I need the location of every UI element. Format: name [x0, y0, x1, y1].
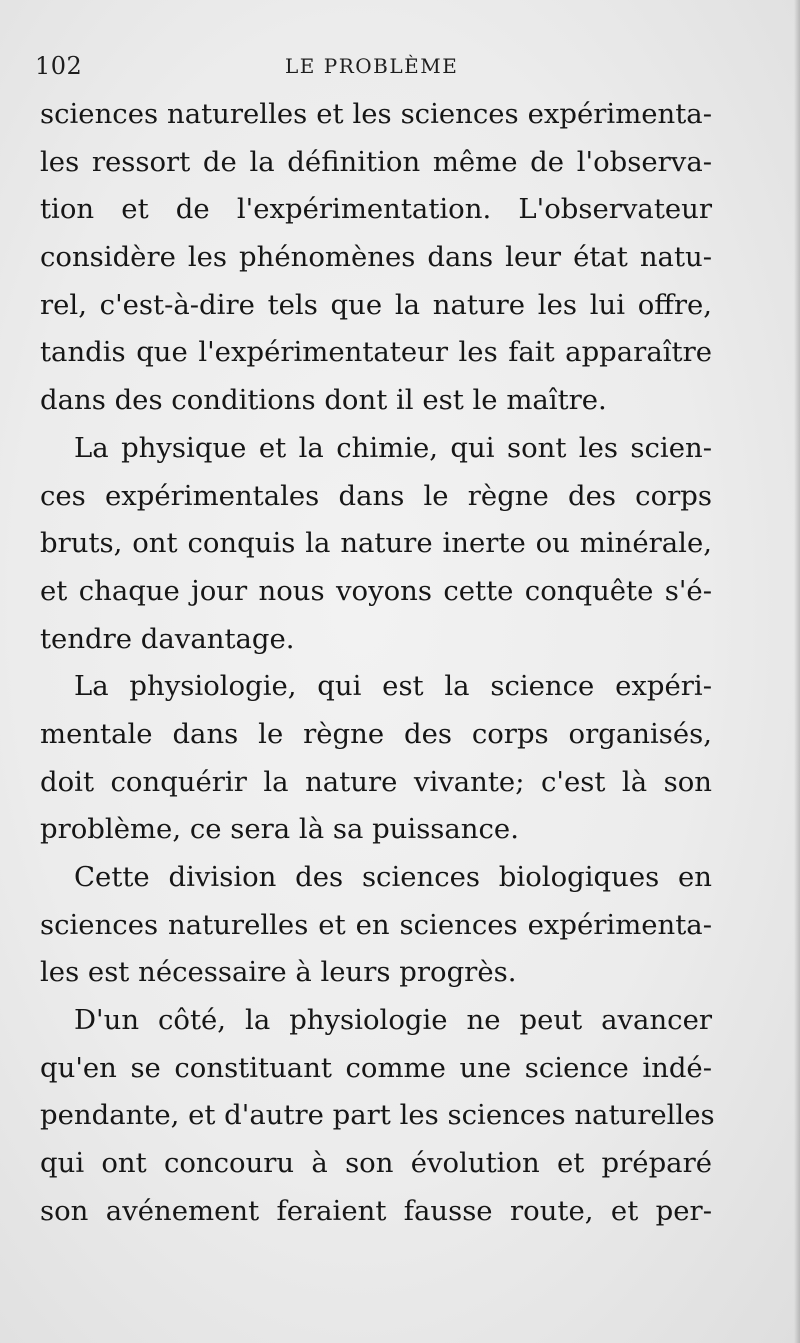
- page-number: 102: [35, 52, 83, 80]
- text-line: D'un côté, la physiologie ne peut avancer: [74, 1004, 712, 1037]
- text-line: La physique et la chimie, qui sont les scien-: [74, 431, 712, 464]
- text-line: mentale dans le règne des corps organisés,: [40, 717, 712, 750]
- text-line: Cette division des sciences biologiques en: [74, 861, 712, 893]
- running-title: LE PROBLÈME: [285, 54, 459, 78]
- text-line: pendante, et d'autre part les sciences naturelles: [40, 1099, 715, 1132]
- text-line: bruts, ont conquis la nature inerte ou minérale,: [40, 527, 712, 560]
- text-line: les est nécessaire à leurs progrès.: [40, 956, 517, 989]
- text-line: rel, c'est-à-dire tels que la nature les lui offre,: [40, 288, 712, 321]
- text-line: les ressort de la définition même de l'observa-: [40, 145, 712, 178]
- text-line: qui ont concouru à son évolution et préparé: [40, 1147, 712, 1180]
- text-line: tion et de l'expérimentation. L'observateur: [40, 193, 712, 226]
- text-line: La physiologie, qui est la science expéri-: [74, 670, 712, 703]
- text-line: son avénement feraient fausse route, et per-: [40, 1194, 712, 1227]
- text-line: sciences naturelles et en sciences expérimenta-: [40, 908, 712, 941]
- text-line: tandis que l'expérimentateur les fait apparaître: [40, 336, 712, 369]
- text-line: tendre davantage.: [40, 622, 295, 655]
- text-line: et chaque jour nous voyons cette conquête s'é-: [40, 574, 712, 607]
- text-line: ces expérimentales dans le règne des corps: [40, 479, 712, 512]
- page-header: [35, 52, 715, 84]
- body-text: [40, 91, 715, 1236]
- text-line: doit conquérir la nature vivante; c'est là son: [40, 765, 712, 798]
- text-line: considère les phénomènes dans leur état natu-: [40, 241, 712, 274]
- text-line: dans des conditions dont il est le maître.: [40, 384, 607, 417]
- text-line: qu'en se constituant comme une science indé-: [40, 1051, 712, 1084]
- text-line: problème, ce sera là sa puissance.: [40, 813, 519, 846]
- text-line: sciences naturelles et les sciences expérimenta-: [40, 98, 712, 130]
